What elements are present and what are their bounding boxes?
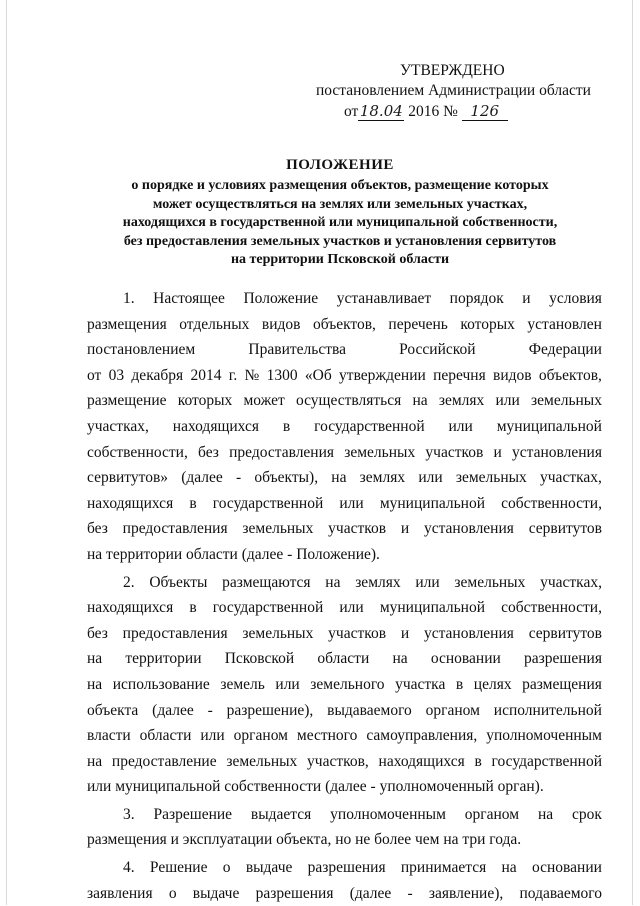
text-line: объекта (далее - разрешение), выдаваемого органом исполнительной bbox=[87, 701, 602, 719]
text-line: на использование земель или земельного участка в целях размещения bbox=[87, 675, 602, 693]
text-line: на предоставление земельных участков, находящихся в государственной bbox=[87, 752, 602, 770]
text-line: собственности, без предоставления земельных участков и установления bbox=[87, 443, 602, 461]
text-line: без предоставления земельных участков и установления сервитутов bbox=[87, 624, 602, 642]
text-line: участках, находящихся в государственной или муниципальной bbox=[87, 417, 602, 435]
document-body bbox=[87, 286, 602, 906]
text-line: 2. Объекты размещаются на землях или земельных участках, bbox=[123, 573, 602, 591]
document-header bbox=[70, 156, 610, 270]
text-line: или муниципальной собственности (далее - уполномоченный орган). bbox=[87, 778, 544, 796]
text-line: размещения отдельных видов объектов, перечень которых установлен bbox=[87, 315, 602, 333]
subtitle-line: без предоставления земельных участков и установления сервитутов bbox=[123, 233, 557, 249]
text-line: власти области или органом местного самоуправления, уполномоченным bbox=[87, 727, 602, 745]
text-line: заявления о выдаче разрешения (далее - заявление), подаваемого bbox=[87, 884, 602, 902]
text-line: находящихся в государственной или муниципальной собственности, bbox=[87, 494, 602, 512]
paragraph bbox=[87, 802, 602, 853]
scan-edge-right bbox=[632, 0, 633, 905]
document-subtitle bbox=[70, 177, 610, 270]
document-title: ПОЛОЖЕНИЕ bbox=[286, 157, 394, 173]
paragraph bbox=[87, 286, 602, 568]
text-line: на территории области (далее - Положение). bbox=[87, 545, 380, 563]
approval-title: УТВЕРЖДЕНО bbox=[400, 62, 505, 79]
text-line: размещения и эксплуатации объекта, но не более чем на три года. bbox=[87, 831, 522, 849]
text-line: 4. Решение о выдаче разрешения принимается на основании bbox=[123, 859, 602, 877]
subtitle-line: находящихся в государственной или муниципальной собственности, bbox=[122, 215, 558, 230]
approval-line: постановлением Администрации области bbox=[316, 82, 591, 99]
paragraph bbox=[87, 570, 602, 800]
text-line: от 03 декабря 2014 г. № 1300 «Об утверждении перечня видов объектов, bbox=[87, 366, 602, 384]
approval-date-line bbox=[344, 101, 508, 122]
text-line: 3. Разрешение выдается уполномоченным органом на срок bbox=[123, 805, 602, 823]
date-prefix: от bbox=[344, 103, 359, 120]
handwritten-date: 18.04 bbox=[359, 102, 403, 120]
text-line: 1. Настоящее Положение устанавливает порядок и условия bbox=[123, 290, 602, 307]
subtitle-line: может осуществляться на землях или земельных участках, bbox=[152, 196, 528, 212]
text-line: размещение которых может осуществляться на землях или земельных bbox=[87, 392, 602, 410]
text-line: сервитутов» (далее - объекты), на землях или земельных участках, bbox=[87, 469, 602, 487]
subtitle-line: о порядке и условиях размещения объектов, размещение которых bbox=[131, 178, 549, 193]
text-line: постановлением Правительства Российской Федерации bbox=[87, 341, 602, 359]
text-line: находящихся в государственной или муниципальной собственности, bbox=[87, 599, 602, 617]
handwritten-number: 126 bbox=[462, 103, 508, 121]
text-line: без предоставления земельных участков и установления сервитутов bbox=[87, 520, 602, 538]
paragraph bbox=[87, 855, 602, 906]
text-line: на территории Псковской области на основании разрешения bbox=[87, 650, 602, 668]
year-number-label: 2016 № bbox=[408, 103, 458, 120]
subtitle-line: на территории Псковской области bbox=[230, 252, 450, 267]
scan-edge-left bbox=[6, 0, 7, 905]
